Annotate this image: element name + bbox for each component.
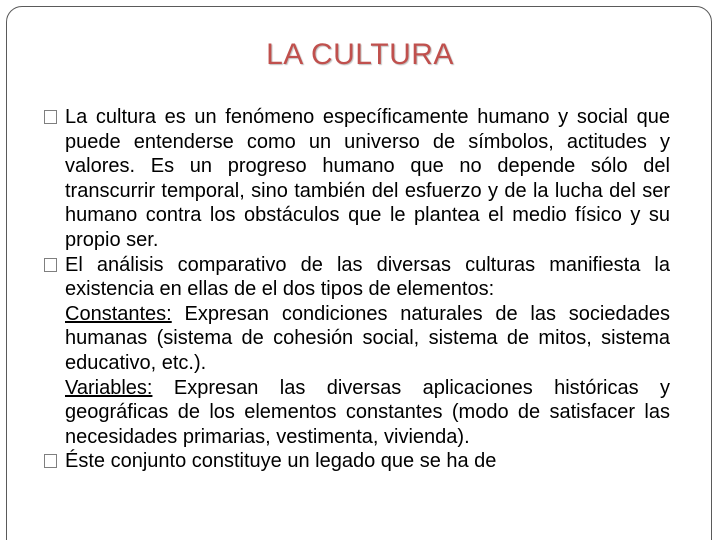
bullet-text-3: Éste conjunto constituye un legado que se ha de — [65, 450, 497, 473]
bullet-paragraph-2 — [44, 253, 670, 302]
bullet-text-2: El análisis comparativo de las diversas culturas manifiesta la existencia en ellas de el dos tipos de elementos: — [65, 253, 670, 301]
definition-text-constantes: Expresan condiciones naturales de las sociedades humanas (sistema de cohesión social, sistema de mitos, sistema educativo, etc.). — [65, 302, 670, 374]
square-bullet-icon — [44, 110, 57, 124]
slide-title: LA CULTURA — [266, 38, 454, 71]
bullet-paragraph-1 — [44, 105, 670, 253]
definition-term-variables: Variables: — [65, 376, 153, 399]
square-bullet-icon — [44, 454, 57, 468]
square-bullet-icon — [44, 258, 57, 272]
bullet-text-1: La cultura es un fenómeno específicamente humano y social que puede entenderse como un universo de símbolos, actitudes y valores. Es un progreso humano que no depende sólo del transcurrir temporal, sino también del esfuerzo y de la lucha del ser humano contra los obstáculos que le plantea el medio físico y su propio ser. — [65, 106, 670, 251]
slide-body — [44, 105, 670, 474]
definition-variables — [44, 376, 670, 450]
bullet-paragraph-3 — [44, 449, 670, 474]
definition-constantes — [44, 302, 670, 376]
definition-text-variables: Expresan las diversas aplicaciones históricas y geográficas de los elementos constantes (modo de satisfacer las necesidades primarias, vestimenta, vivienda). — [65, 376, 670, 448]
definition-term-constantes: Constantes: — [65, 302, 172, 325]
